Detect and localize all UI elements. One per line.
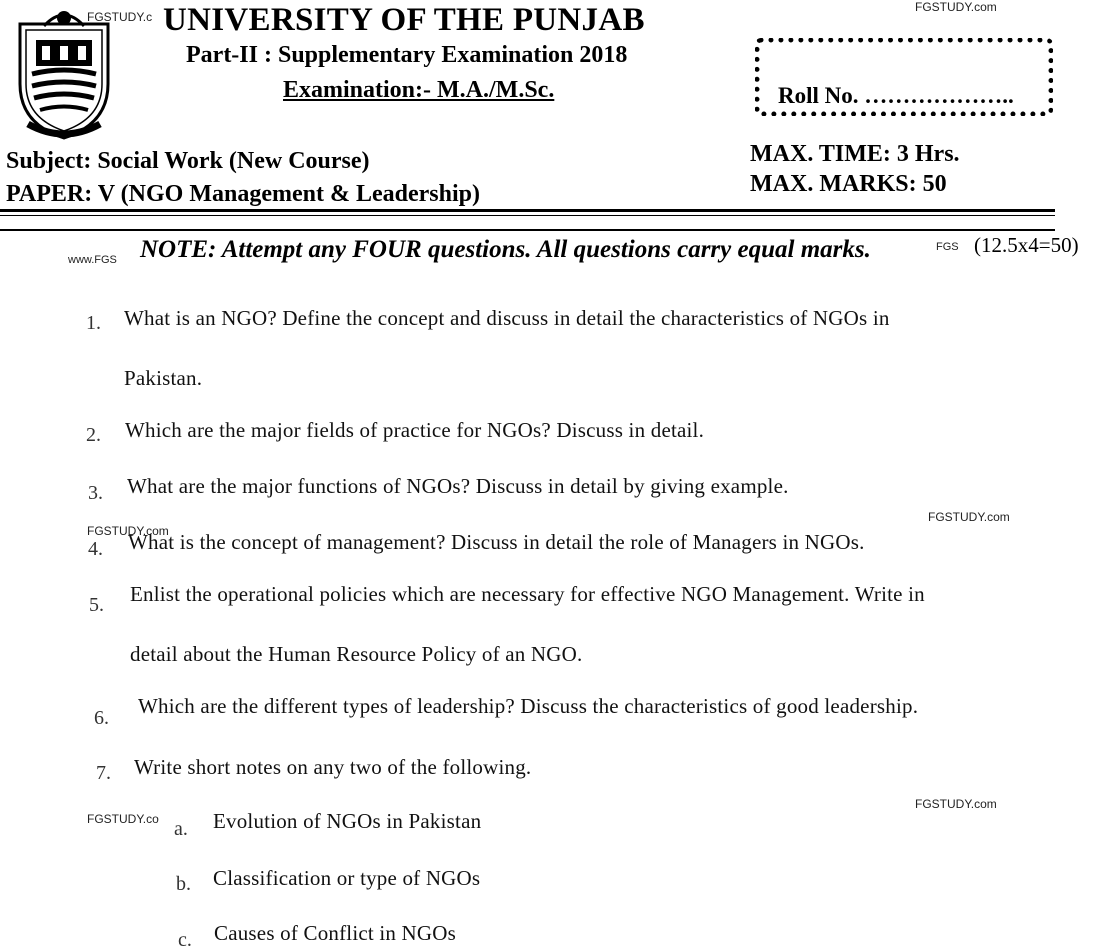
exam-name: Examination:- M.A./M.Sc. xyxy=(283,77,555,103)
watermark-q4-right: FGSTUDY.com xyxy=(928,510,1010,524)
watermark-note-left: www.FGS xyxy=(68,254,117,266)
sub-item-letter: a. xyxy=(174,818,188,840)
watermark-top-right: FGSTUDY.com xyxy=(915,0,997,14)
question-text: Which are the different types of leadership? Discuss the characteristics of good leadership. xyxy=(138,694,919,718)
question-text: Enlist the operational policies which are necessary for effective NGO Management. Write in xyxy=(130,582,925,606)
marks-distribution: (12.5x4=50) xyxy=(974,233,1079,257)
paper-title: PAPER: V (NGO Management & Leadership) xyxy=(6,181,480,207)
question-text: What are the major functions of NGOs? Discuss in detail by giving example. xyxy=(127,474,789,498)
question-text: What is an NGO? Define the concept and discuss in detail the characteristics of NGOs in xyxy=(124,306,890,330)
sub-item-letter: c. xyxy=(178,929,192,951)
question-number: 2. xyxy=(86,424,101,446)
question-text-continued: detail about the Human Resource Policy of an NGO. xyxy=(130,642,583,666)
question-number: 6. xyxy=(94,707,109,729)
question-number: 5. xyxy=(89,594,104,616)
question-number: 4. xyxy=(88,538,103,560)
max-marks: MAX. MARKS: 50 xyxy=(750,171,947,197)
roll-number-label: Roll No. ……………….. xyxy=(778,83,1014,108)
sub-item-text: Causes of Conflict in NGOs xyxy=(214,921,457,945)
question-text-continued: Pakistan. xyxy=(124,366,203,390)
question-text: Which are the major fields of practice for NGOs? Discuss in detail. xyxy=(125,418,705,442)
divider-rule xyxy=(0,209,1055,212)
question-number: 7. xyxy=(96,762,111,784)
question-number: 3. xyxy=(88,482,103,504)
question-text: What is the concept of management? Discuss in detail the role of Managers in NGOs. xyxy=(128,530,865,554)
sub-item-text: Evolution of NGOs in Pakistan xyxy=(213,809,482,833)
watermark-q4-left: FGSTUDY.com xyxy=(87,524,169,538)
instructions-note: NOTE: Attempt any FOUR questions. All questions carry equal marks. xyxy=(140,236,871,263)
watermark-top-left: FGSTUDY.c xyxy=(87,10,153,24)
university-seal-logo xyxy=(14,6,114,140)
watermark-sub-right: FGSTUDY.com xyxy=(915,797,997,811)
divider-rule xyxy=(0,229,1055,231)
divider-rule xyxy=(0,215,1055,216)
question-number: 1. xyxy=(86,312,101,334)
university-title: UNIVERSITY OF THE PUNJAB xyxy=(163,2,645,38)
sub-item-text: Classification or type of NGOs xyxy=(213,866,481,890)
roll-number-box xyxy=(755,38,1053,116)
sub-item-letter: b. xyxy=(176,873,191,895)
watermark-sub-left: FGSTUDY.co xyxy=(87,812,159,826)
subject: Subject: Social Work (New Course) xyxy=(6,148,370,174)
exam-part: Part-II : Supplementary Examination 2018 xyxy=(186,42,628,68)
question-text: Write short notes on any two of the following. xyxy=(134,755,532,779)
max-time: MAX. TIME: 3 Hrs. xyxy=(750,141,960,167)
watermark-note-right: FGS xyxy=(936,241,959,253)
